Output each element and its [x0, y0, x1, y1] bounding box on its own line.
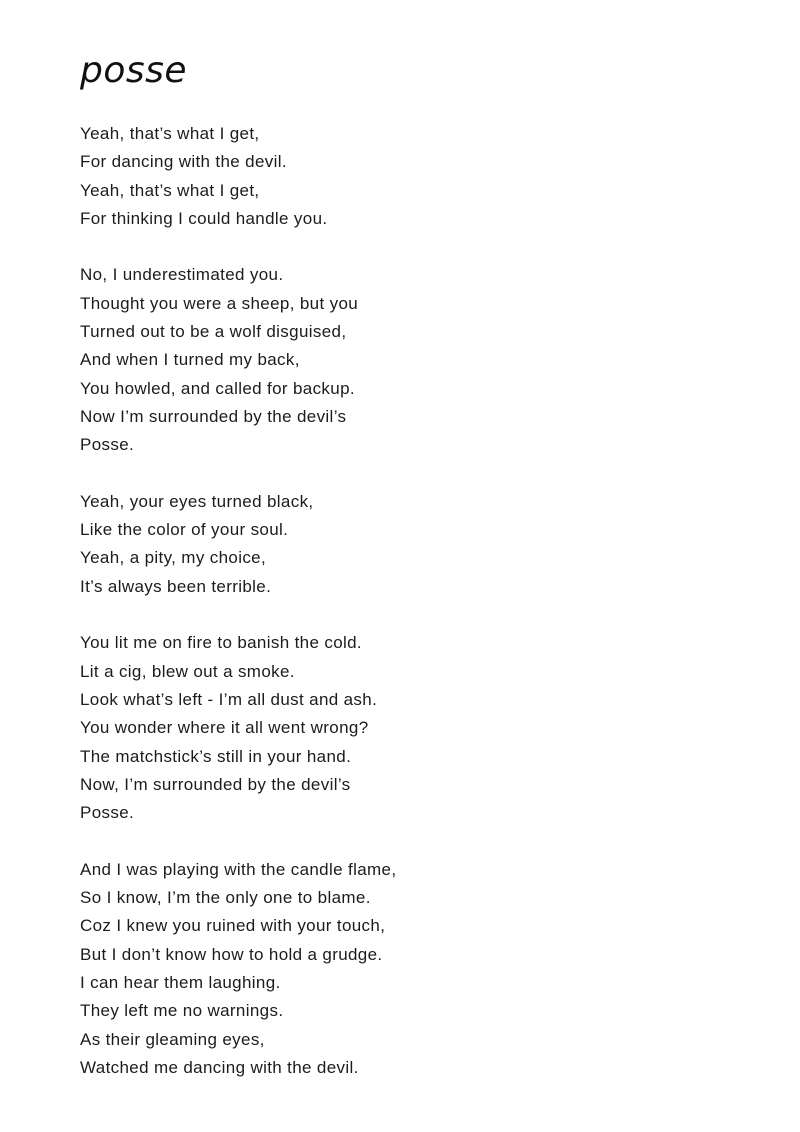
poem-line: Now I’m surrounded by the devil’s — [80, 406, 347, 426]
poem-line: The matchstick’s still in your hand. — [80, 746, 352, 766]
document-page — [80, 48, 760, 1077]
poem-line: You wonder where it all went wrong? — [80, 718, 369, 738]
poem-line: So I know, I’m the only one to blame. — [80, 888, 371, 908]
poem-line: Posse. — [80, 803, 135, 823]
poem-line: Turned out to be a wolf disguised, — [80, 322, 347, 342]
stanza — [80, 488, 396, 601]
poem-line: Like the color of your soul. — [80, 520, 289, 540]
poem-line: Watched me dancing with the devil. — [80, 1057, 359, 1077]
stanza — [80, 629, 396, 827]
poem-line: Yeah, a pity, my choice, — [80, 548, 267, 568]
poem-line: And I was playing with the candle flame, — [80, 859, 397, 879]
poem-line: Lit a cig, blew out a smoke. — [80, 661, 295, 681]
poem-line: No, I underestimated you. — [80, 265, 284, 285]
poem-line: You lit me on fire to banish the cold. — [80, 633, 363, 653]
poem-line: You howled, and called for backup. — [80, 378, 355, 398]
poem-line: Yeah, that’s what I get, — [80, 180, 260, 200]
poem-line: But I don’t know how to hold a grudge. — [80, 944, 383, 964]
poem-line: They left me no warnings. — [80, 1001, 284, 1021]
poem-body — [80, 120, 396, 1110]
poem-line: For thinking I could handle you. — [80, 208, 328, 228]
poem-line: I can hear them laughing. — [80, 972, 281, 992]
poem-title: posse — [80, 50, 188, 91]
stanza — [80, 120, 396, 233]
stanza — [80, 856, 396, 1082]
poem-line: It’s always been terrible. — [80, 576, 272, 596]
poem-line: Coz I knew you ruined with your touch, — [80, 916, 386, 936]
poem-line: Yeah, your eyes turned black, — [80, 491, 314, 511]
poem-line: Thought you were a sheep, but you — [80, 293, 359, 313]
poem-line: Yeah, that’s what I get, — [80, 124, 260, 143]
poem-line: As their gleaming eyes, — [80, 1029, 265, 1049]
poem-line: Look what’s left - I’m all dust and ash. — [80, 689, 378, 709]
poem-line: Now, I’m surrounded by the devil’s — [80, 774, 351, 794]
poem-line: And when I turned my back, — [80, 350, 300, 370]
poem-line: For dancing with the devil. — [80, 152, 287, 172]
poem-line: Posse. — [80, 435, 135, 455]
stanza — [80, 261, 396, 459]
